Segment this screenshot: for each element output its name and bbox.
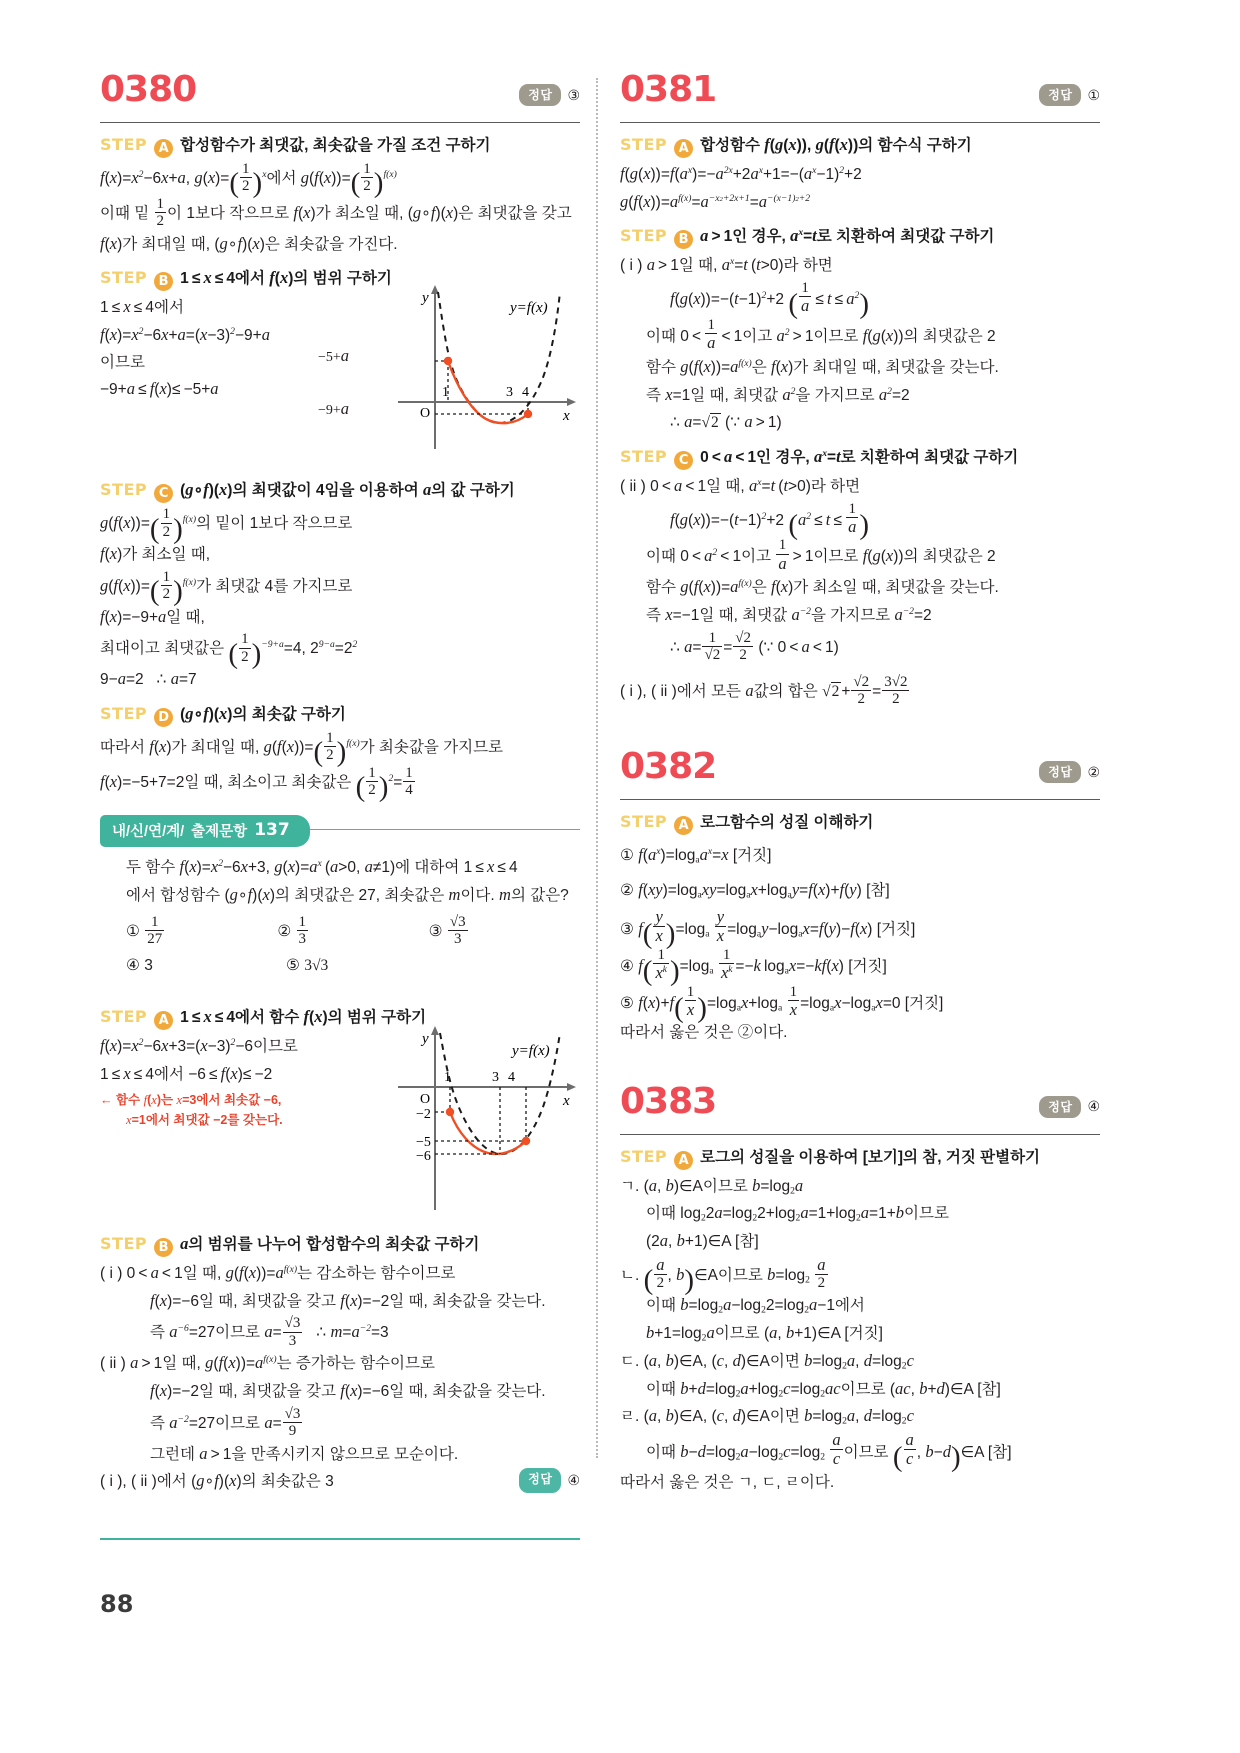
eq-0382-l6: 따라서 옳은 것은 ②이다. xyxy=(620,1024,788,1042)
step-badge: A xyxy=(154,139,173,158)
step-badge: A xyxy=(674,139,693,158)
choice-list xyxy=(126,914,580,983)
header-rule xyxy=(620,799,1100,800)
left-column xyxy=(100,70,580,1496)
svg-text:y=f(x): y=f(x) xyxy=(512,1043,550,1060)
answer-label: 정답 xyxy=(1039,761,1081,783)
header-rule xyxy=(100,122,580,123)
svg-text:1: 1 xyxy=(442,385,449,401)
answer-badge xyxy=(1039,761,1100,783)
step-word: STEP xyxy=(620,446,668,466)
svg-text:y: y xyxy=(422,290,429,307)
step-title: 로그의 성질을 이용하여 [보기]의 참, 거짓 판별하기 xyxy=(700,1148,1041,1166)
svg-text:O: O xyxy=(420,1092,431,1108)
choice-4[interactable]: ④ 3 xyxy=(126,956,153,974)
eq-0383-r2: 이때 $b-d=\log_2a-\log_2c=\log_2$ $\frac{a}{c}$ 이므로 ( $\frac{a}{c}$ , b−d)∈A [참] xyxy=(646,1430,1012,1474)
step-b-137 xyxy=(100,1232,580,1255)
eq-0383-r1: ㄹ. (a, b)∈A, (c, d)∈A이면 $b=\log_2a$, $d=\log_2c$ xyxy=(620,1406,914,1428)
footer-rule xyxy=(100,1538,580,1540)
eq-0383-g1: ㄱ. (a, b)∈A이므로 $b=\log_2a$ xyxy=(620,1175,804,1197)
problem-0382 xyxy=(620,747,1100,1045)
eq-0380-a1: $f(x)=x^2-6x+a$, g(x)=( $\frac{1}{2}$ )$^x$에서 g(f(x))=( $\frac{1}{2}$ )$^{f(x)}$ xyxy=(100,161,397,200)
step-word: STEP xyxy=(100,703,148,723)
step-a-0382 xyxy=(620,810,1100,833)
eq-0380-d1: 따라서 f(x)가 최대일 때, g(f(x))=( $\frac{1}{2}$ )$^{f(x)}$가 최솟값을 가지므로 xyxy=(100,729,504,769)
eq-0381-c7: ( i ), ( ii )에서 모든 a값의 합은 √2 + $\frac{√2}{2}$ = $\frac{3√2}{2}$ xyxy=(620,673,908,707)
graph-0380-svg xyxy=(380,284,580,459)
step-title: 로그함수의 성질 이해하기 xyxy=(700,814,874,832)
problem-number: 0382 xyxy=(620,746,717,788)
eq-0381-c4: 함수 $g(f(x))=a^{f(x)}$은 f(x)가 최소일 때, 최댓값을 갖는다. xyxy=(646,577,999,597)
eq-0383-d2: 이때 $b+d=\log_2a+\log_2c=\log_2ac$이므로 (ac, b+d)∈A [참] xyxy=(646,1378,1001,1400)
step-badge: A xyxy=(154,1011,173,1030)
eq-0383-r3: 따라서 옳은 것은 ㄱ, ㄷ, ㄹ이다. xyxy=(620,1473,835,1491)
step-word: STEP xyxy=(100,1234,148,1254)
svg-text:O: O xyxy=(420,406,431,422)
step-title: 1 ≤ x ≤ 4에서 f(x)의 범위 구하기 xyxy=(180,268,392,288)
step-a-137-body xyxy=(100,1033,580,1223)
svg-text:−5: −5 xyxy=(416,1135,431,1151)
answer-badge xyxy=(519,84,580,106)
eq-0383-n3: $b+1=\log_2a$이므로 (a, b+1)∈A [거짓] xyxy=(646,1323,883,1344)
step-b-0381 xyxy=(620,224,1100,247)
step-word: STEP xyxy=(100,268,148,288)
problem-0382-header xyxy=(620,747,1100,799)
eq-0383-n2: 이때 $b=\log_2a-\log_22=\log_2a-1$에서 xyxy=(646,1295,865,1317)
answer-value: ① xyxy=(1087,86,1100,103)
answer-badge xyxy=(1039,1096,1100,1118)
eq-137-b7: 그런데 a > 1을 만족시키지 않으므로 모순이다. xyxy=(150,1443,459,1463)
header-rule xyxy=(620,1134,1100,1135)
question-137 xyxy=(100,853,580,984)
step-title: 1 ≤ x ≤ 4에서 함수 f(x)의 범위 구하기 xyxy=(180,1007,427,1027)
choice-row-2 xyxy=(126,949,580,983)
red-note-line-1: ← 함수 f(x)는 x=3에서 최솟값 −6, xyxy=(100,1093,282,1108)
eq-0381-b5: 즉 x=1일 때, 최댓값 $a^2$을 가지므로 $a^2=2$ xyxy=(646,384,910,404)
step-word: STEP xyxy=(620,812,668,832)
step-title: 0 < a < 1인 경우, $a^x=t$로 치환하여 최댓값 구하기 xyxy=(700,446,1019,466)
problem-number: 0383 xyxy=(620,1080,717,1122)
eq-0381-b4: 함수 $g(f(x))=a^{f(x)}$은 f(x)가 최대일 때, 최댓값을 갖는다. xyxy=(646,356,999,376)
problem-0383-header xyxy=(620,1082,1100,1134)
eq-0380-c2: f(x)가 최소일 때, xyxy=(100,544,211,564)
graph-0380-ytick-2: −9+a xyxy=(318,399,350,419)
column-divider xyxy=(596,78,598,1458)
svg-text:x: x xyxy=(563,1093,570,1110)
answer-badge-137 xyxy=(519,1468,580,1492)
banner-prefix: 내/신/연/계/ xyxy=(112,823,185,840)
eq-0380-b1: 1 ≤ x ≤ 4에서 xyxy=(100,297,184,317)
choice-5[interactable]: ⑤ 3√3 xyxy=(286,956,329,974)
problem-number: 0381 xyxy=(620,69,717,110)
svg-text:y=f(x): y=f(x) xyxy=(510,300,548,317)
problem-0380-header xyxy=(100,70,580,122)
eq-0380-d2: f(x)=−5+7=2일 때, 최소이고 최솟값은 ( $\frac{1}{2}$ )$^2$= $\frac{1}{4}$ xyxy=(100,764,413,803)
step-d-0380 xyxy=(100,702,580,725)
eq-0380-c6: 9−a=2 ∴ a=7 xyxy=(100,669,197,689)
step-title: (g∘f)(x)의 최댓값이 4임을 이용하여 a의 값 구하기 xyxy=(180,480,515,500)
step-title: (g∘f)(x)의 최솟값 구하기 xyxy=(180,703,346,723)
graph-0380 xyxy=(318,284,580,464)
graph-137 xyxy=(380,1025,580,1220)
step-title: a의 범위를 나누어 합성함수의 최솟값 구하기 xyxy=(180,1234,480,1254)
problem-0381 xyxy=(620,70,1100,707)
problem-0383 xyxy=(620,1082,1100,1495)
svg-text:3: 3 xyxy=(492,1070,499,1086)
step-b-body xyxy=(100,290,580,469)
svg-text:x: x xyxy=(563,408,570,425)
eq-0382-l4: ④ f( $\frac{1}{x^k}$ )$=\log_a$ $\frac{1}{x^k}$ =−k $\log_ax=-kf(x)$ [거짓] xyxy=(620,946,887,988)
step-title: a > 1인 경우, $a^x=t$로 치환하여 최댓값 구하기 xyxy=(700,226,995,246)
question-line-2: 에서 합성함수 (g∘f)(x)의 최댓값은 27, 최솟값은 m이다. m의 값은? xyxy=(126,885,569,905)
problem-0381-header xyxy=(620,70,1100,122)
svg-text:y: y xyxy=(422,1031,429,1048)
step-badge: C xyxy=(674,451,693,470)
answer-value: ② xyxy=(1087,763,1100,780)
answer-value: ④ xyxy=(567,1472,580,1489)
svg-text:4: 4 xyxy=(522,385,529,401)
step-badge: A xyxy=(674,1151,693,1170)
eq-0381-a2: $g(f(x))=a^{f(x)}=a^{-x2+2x+1}=a^{-(x-1)2+2}$ xyxy=(620,191,811,211)
step-word: STEP xyxy=(100,135,148,154)
eq-0380-a2: 이때 밑 $\frac{1}{2}$ 이 1보다 작으므로 f(x)가 최소일 때, (g∘f)(x)은 최댓값을 갖고 xyxy=(100,195,572,229)
answer-label: 정답 xyxy=(1039,84,1081,106)
eq-0380-b2: $f(x)=x^2-6x+a=(x-3)^2-9+a$ xyxy=(100,325,270,345)
svg-text:1: 1 xyxy=(444,1070,451,1086)
graph-137-svg xyxy=(380,1025,580,1215)
step-title: 합성함수 f(g(x)), g(f(x))의 함수식 구하기 xyxy=(700,135,972,154)
question-line-1: 두 함수 $f(x)=x^2-6x+3$, $g(x)=a^x$ (a>0, a≠1)에 대하여 1 ≤ x ≤ 4 xyxy=(126,856,518,876)
svg-text:−6: −6 xyxy=(416,1149,431,1165)
related-problem-banner xyxy=(100,815,580,845)
eq-137-b1: ( i ) 0 < a < 1일 때, $g(f(x))=a^{f(x)}$는 감소하는 함수이므로 xyxy=(100,1263,456,1283)
step-word: STEP xyxy=(100,1007,148,1027)
svg-text:3: 3 xyxy=(506,385,513,401)
eq-0380-c3: g(f(x))=( $\frac{1}{2}$ )$^{f(x)}$가 최댓값 4를 가지므로 xyxy=(100,568,353,608)
step-word: STEP xyxy=(100,480,148,500)
eq-0383-g3: (2a, b+1)∈A [참] xyxy=(646,1230,759,1250)
choice-3[interactable]: ③ $\frac{√3}{3}$ xyxy=(428,913,466,948)
banner-number: 137 xyxy=(254,820,290,841)
step-c-0381 xyxy=(620,445,1100,468)
eq-0380-c1: g(f(x))=( $\frac{1}{2}$ )$^{f(x)}$의 밑이 1보다 작으므로 xyxy=(100,506,353,545)
red-note-line-2: x=1에서 최댓값 −2를 갖는다. xyxy=(126,1112,283,1127)
eq-0382-l1: ① $f(a^x)=\log_aa^x=x$ [거짓] xyxy=(620,845,772,867)
eq-0380-c5: 최대이고 최댓값은 ( $\frac{1}{2}$ )$^{-9+a}$=4, $2^{9-a}=2^2$ xyxy=(100,631,358,670)
step-a-0383 xyxy=(620,1145,1100,1168)
eq-0380-b3: 이므로 xyxy=(100,353,145,371)
answer-value: ④ xyxy=(1087,1098,1100,1115)
eq-0383-n1: ㄴ. ( $\frac{a}{2}$ , b)∈A이므로 $b=\log_2$ $\frac{a}{2}$ xyxy=(620,1254,826,1296)
header-rule xyxy=(620,122,1100,123)
answer-value: ③ xyxy=(567,86,580,103)
answer-label: 정답 xyxy=(1039,1096,1081,1118)
eq-137-b4: ( ii ) a > 1일 때, $g(f(x))=a^{f(x)}$는 증가하는 함수이므로 xyxy=(100,1353,435,1373)
eq-0380-a3: f(x)가 최대일 때, (g∘f)(x)은 최솟값을 가진다. xyxy=(100,233,398,253)
step-word: STEP xyxy=(620,1146,668,1166)
eq-0383-d1: ㄷ. (a, b)∈A, (c, d)∈A이면 $b=\log_2a$, $d=\log_2c$ xyxy=(620,1350,914,1372)
choice-row-1 xyxy=(126,914,580,949)
eq-137-b3: 즉 $a^{-6}=27$이므로 a= $\frac{√3}{3}$ ∴ $m=a^{-2}=3$ xyxy=(150,1315,389,1349)
problem-0380 xyxy=(100,69,580,803)
answer-label: 정답 xyxy=(519,84,561,106)
step-word: STEP xyxy=(620,226,668,246)
eq-0381-b6: ∴ a=√2 (∵ a > 1) xyxy=(670,412,782,432)
eq-0380-b4: −9+a ≤ f(x)≤ −5+a xyxy=(100,378,219,398)
step-title: 합성함수가 최댓값, 최솟값을 가질 조건 구하기 xyxy=(180,137,491,154)
svg-text:4: 4 xyxy=(508,1070,515,1086)
step-badge: C xyxy=(154,484,173,503)
answer-badge xyxy=(1039,84,1100,106)
eq-0381-c5: 즉 x=−1일 때, 최댓값 $a^{-2}$을 가지므로 $a^{-2}=2$ xyxy=(646,605,932,624)
page-number: 88 xyxy=(100,1590,134,1618)
eq-0381-b2: $f(g(x))=-(t-1)^2+2$ ( $\frac{1}{a}$ ≤ $t \le a^2$) xyxy=(670,280,869,321)
banner-pill xyxy=(100,815,310,847)
eq-137-a2: 1 ≤ x ≤ 4에서 −6 ≤ f(x)≤ −2 xyxy=(100,1063,273,1083)
eq-137-b5: f(x)=−2일 때, 최댓값을 갖고 f(x)=−6일 때, 최솟값을 갖는다. xyxy=(150,1380,546,1400)
eq-137-b6: 즉 $a^{-2}=27$이므로 a= $\frac{√3}{9}$ xyxy=(150,1405,301,1439)
right-column xyxy=(620,70,1100,1499)
choice-2[interactable]: ② $\frac{1}{3}$ xyxy=(277,913,307,948)
answer-label: 정답 xyxy=(519,1468,561,1492)
eq-0381-b1: ( i ) a > 1일 때, $a^x=t$ (t>0)라 하면 xyxy=(620,255,833,275)
eq-137-b8: ( i ), ( ii )에서 (g∘f)(x)의 최솟값은 3 정답 ④ xyxy=(100,1468,580,1495)
eq-0383-g2: 이때 $\log_22a=\log_22+\log_2a=1+\log_2a=1+b$이므로 xyxy=(646,1203,949,1224)
step-badge: B xyxy=(154,1238,173,1257)
eq-0382-l2: ② $f(xy)=\log_axy=\log_ax+\log_ay=f(x)+f(y)$ [참] xyxy=(620,880,890,901)
svg-text:−2: −2 xyxy=(416,1107,431,1123)
eq-137-a1: $f(x)=x^2-6x+3=(x-3)^2-6$이므로 xyxy=(100,1036,298,1056)
eq-0382-l3: ③ f( $\frac{y}{x}$ )$=\log_a$ $\frac{y}{x}$ $=\log_ay-\log_ax=f(y)-f(x)$ [거짓] xyxy=(620,906,916,951)
choice-1[interactable]: ① $\frac{1}{27}$ xyxy=(126,913,163,948)
eq-0382-l5: ⑤ f(x)+f( $\frac{1}{x}$ )$=\log_ax+\log_a$ $\frac{1}{x}$ $=\log_ax-\log_ax=0$ [거짓] xyxy=(620,983,944,1024)
eq-0381-c3: 이때 $0 < a^2 < 1$이고 $\frac{1}{a}$ > 1이므로 f(g(x))의 최댓값은 2 xyxy=(646,537,996,573)
problem-number: 0380 xyxy=(100,69,197,110)
step-c-0380 xyxy=(100,478,580,501)
step-badge: D xyxy=(154,708,173,727)
eq-0381-b3: 이때 0 < $\frac{1}{a}$ < 1이고 $a^2 > 1$이므로 f(g(x))의 최댓값은 2 xyxy=(646,316,996,353)
eq-137-b2: f(x)=−6일 때, 최댓값을 갖고 f(x)=−2일 때, 최솟값을 갖는다. xyxy=(150,1290,546,1310)
eq-0380-c4: f(x)=−9+a일 때, xyxy=(100,606,205,626)
step-badge: B xyxy=(154,272,173,291)
graph-0380-ytick-1: −5+a xyxy=(318,346,350,366)
step-a-0380 xyxy=(100,133,580,156)
step-word: STEP xyxy=(620,135,668,154)
step-badge: B xyxy=(674,230,693,249)
eq-0381-c6: ∴ a= $\frac{1}{√2}$ = $\frac{√2}{2}$ (∵ 0 < a < 1) xyxy=(670,629,839,663)
eq-0381-c2: $f(g(x))=-(t-1)^2+2$ ($a^2 \le t$ ≤ $\frac{1}{a}$ ) xyxy=(670,500,869,541)
eq-0381-c1: ( ii ) 0 < a < 1일 때, $a^x=t$ (t>0)라 하면 xyxy=(620,475,861,495)
eq-0381-a1: $f(g(x))=f(a^x)=-a^{2x}+2a^x+1=-(a^x-1)^2+2$ xyxy=(620,164,862,183)
step-badge: A xyxy=(674,816,693,835)
banner-subject: 출제문항 xyxy=(191,823,248,840)
step-a-0381 xyxy=(620,133,1100,156)
